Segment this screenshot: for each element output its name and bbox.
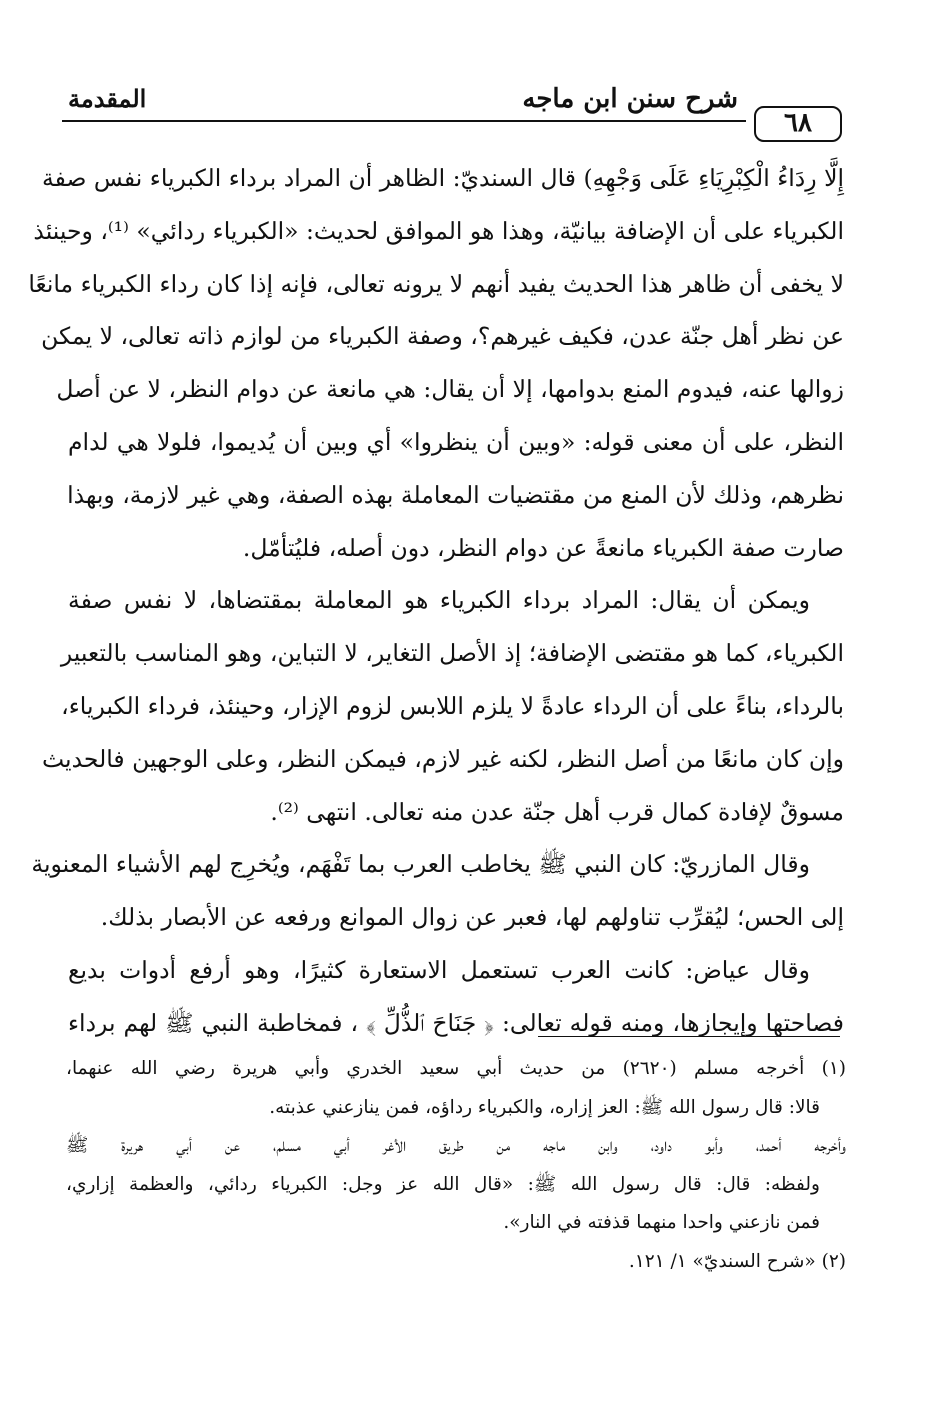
- main-text: [28, 152, 844, 1050]
- text-line: ويمكن أن يقال: المراد برداء الكبرياء هو المعاملة بمقتضاها، لا نفس صفة: [68, 586, 810, 615]
- text-line: الكبرياء على أن الإضافة بيانيّة، وهذا هو الموافق لحديث: «الكبرياء ردائي» ⁽¹⁾، وحينئذ: [33, 216, 844, 245]
- footnote-line: وأخرجه أحمد، وأبو داود، وابن ماجه من طريق الأغر أبي مسلم، عن أبي هريرة ﷺ: [66, 1135, 846, 1157]
- text-line: لا يخفى أن ظاهر هذا الحديث يفيد أنهم لا يرونه تعالى، فإنه إذا كان رداء الكبرياء مانعًا: [28, 269, 844, 298]
- text-line: فصاحتها وإيجازها، ومنه قوله تعالى: ﴿ جَنَاحَ ٱلذُّلِّ ﴾ ، فمخاطبة النبي ﷺ لهم برداء: [68, 1008, 844, 1037]
- footnote-line: ولفظه: قال: قال رسول الله ﷺ: «قال الله عز وجل: الكبرياء ردائي، والعظمة إزاري،: [66, 1173, 820, 1195]
- page-number: ٦٨: [754, 106, 842, 142]
- footnote-line: قالا: قال رسول الله ﷺ: العز إزاره، والكبرياء رداؤه، فمن ينازعني عذبته.: [269, 1096, 820, 1118]
- text-line: الكبرياء، كما هو مقتضى الإضافة؛ إذ الأصل التغاير، لا التباين، وهو المناسب بالتعبير: [60, 639, 844, 668]
- text-line: زوالها عنه، فيدوم المنع بدوامها، إلا أن يقال: هي مانعة عن دوام النظر، لا عن أصل: [56, 375, 844, 404]
- text-line: بالرداء، بناءً على أن الرداء عادةً لا يلزم اللابس لزوم الإزار، وحينئذ، فرداء الكبرياء،: [61, 691, 844, 720]
- text-line: وقال عياض: كانت العرب تستعمل الاستعارة كثيرًا، وهو أرفع أدوات بديع: [68, 955, 810, 984]
- footnote-line: (١) أخرجه مسلم (٢٦٢٠) من حديث أبي سعيد الخدري وأبي هريرة رضي الله عنهما،: [66, 1058, 846, 1079]
- header-rule: [62, 120, 746, 122]
- text-line: النظر، على أن معنى قوله: «وبين أن ينظروا» أي وبين أن يُديموا، فلولا هي لدام: [68, 427, 844, 456]
- text-line: صارت صفة الكبرياء مانعةً عن دوام النظر، دون أصله، فليُتأمّل.: [242, 533, 844, 562]
- section-title: المقدمة: [68, 84, 147, 113]
- text-line: مسوقٌ لإفادة كمال قرب أهل جنّة عدن منه تعالى. انتهى ⁽²⁾.: [270, 797, 844, 826]
- footnotes: [66, 1050, 846, 1282]
- footnote-rule: [538, 1036, 840, 1037]
- book-title: شرح سنن ابن ماجه: [522, 84, 738, 114]
- page-header: [62, 80, 842, 146]
- footnote-line: (٢) «شرح السنديّ» ١/ ١٢١.: [628, 1250, 846, 1272]
- text-line: عن نظر أهل جنّة عدن، فكيف غيرهم؟، وصفة الكبرياء من لوازم ذاته تعالى، لا يمكن: [41, 322, 844, 351]
- text-line: إلى الحس؛ ليُقرِّب تناولهم لها، فعبر عن زوال الموانع ورفعه عن الأبصار بذلك.: [100, 903, 844, 932]
- text-line: إِلَّا رِدَاءُ الْكِبْرِيَاءِ عَلَى وَجْهِهِ) قال السنديّ: الظاهر أن المراد برداء الكبرياء نفس صفة: [42, 164, 844, 192]
- text-line: وقال المازريّ: كان النبي ﷺ يخاطب العرب بما تَفْهَم، ويُخرِج لهم الأشياء المعنوية: [31, 850, 810, 879]
- text-line: نظرهم، وذلك لأن المنع من مقتضيات المعاملة بهذه الصفة، وهي غير لازمة، وبهذا: [67, 480, 844, 509]
- footnote-line: فمن نازعني واحدا منهما قذفته في النار».: [503, 1212, 820, 1234]
- text-line: وإن كان مانعًا من أصل النظر، لكنه غير لازم، فيمكن النظر، وعلى الوجهين فالحديث: [41, 744, 844, 773]
